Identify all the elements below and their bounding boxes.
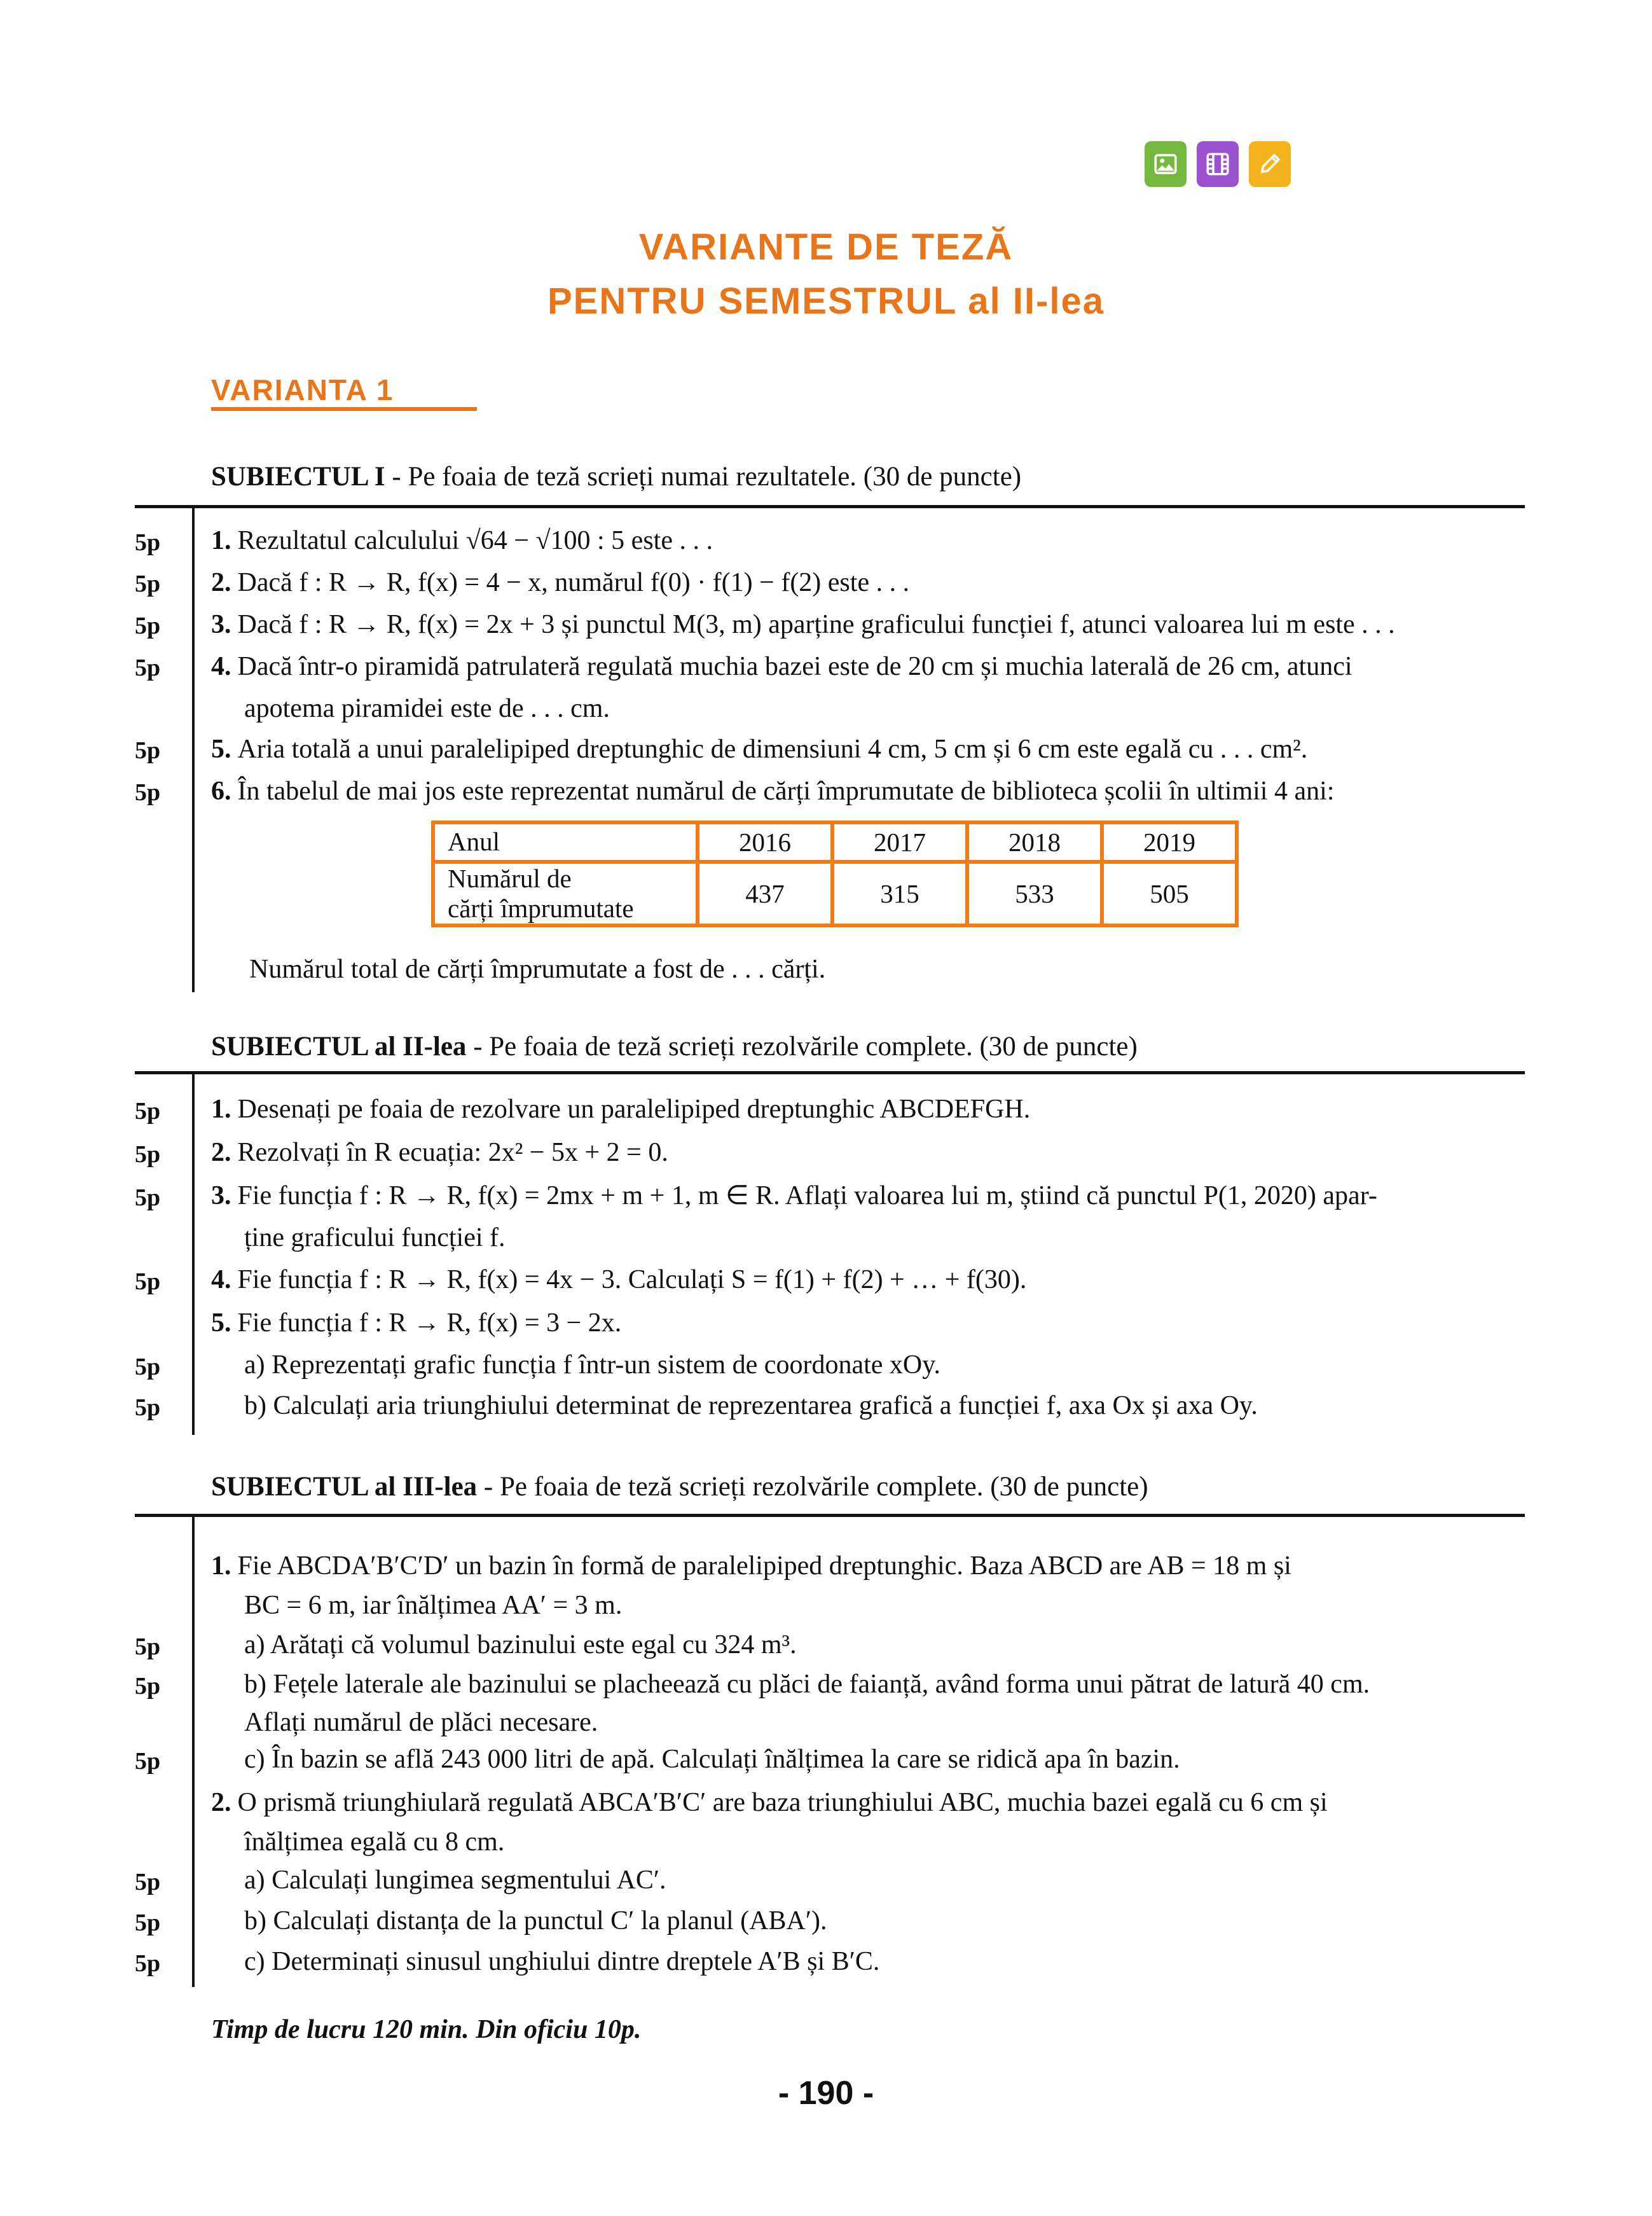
table-row [433, 862, 1237, 925]
question-2a: a) Calculați lungimea segmentului AC′. [244, 1866, 666, 1895]
points-label: 5p [135, 1098, 161, 1125]
table-cell: 315 [832, 862, 967, 925]
page-title-line1: VARIANTE DE TEZĂ [638, 226, 1014, 268]
table-row [433, 822, 1237, 862]
table-cell: 437 [698, 862, 832, 925]
page-title-line2: PENTRU SEMESTRUL al II-lea [547, 280, 1105, 322]
question-1b: b) Fețele laterale ale bazinului se placheează cu plăci de faianță, având forma unui pătrat de latură 40 cm. [244, 1670, 1370, 1699]
question-2: 2. Rezolvați în R ecuația: 2x² − 5x + 2 = 0. [211, 1138, 668, 1167]
question-1: 1. Desenați pe foaia de rezolvare un paralelipiped dreptunghic ABCDEFGH. [211, 1095, 1031, 1124]
margin-rule [192, 1515, 195, 1987]
variant-heading: VARIANTA 1 [211, 373, 394, 406]
table-cell: 2016 [698, 822, 832, 862]
section-1-heading: SUBIECTUL I - Pe foaia de teză scrieți numai rezultatele. (30 de puncte) [211, 462, 1022, 492]
books-table [431, 821, 1239, 927]
question-5: 5. Aria totală a unui paralelipiped dreptunghic de dimensiuni 4 cm, 5 cm și 6 cm este egală cu . . . cm². [211, 735, 1308, 764]
question-1: 1. Rezultatul calculului √64 − √100 : 5 este . . . [211, 526, 713, 555]
table-cell: Anul [433, 822, 698, 862]
points-label: 5p [135, 613, 161, 639]
question-3-cont: ține graficului funcției f. [244, 1223, 506, 1252]
points-label: 5p [135, 1673, 161, 1700]
points-label: 5p [135, 571, 161, 597]
divider [135, 1071, 1525, 1074]
points-label: 5p [135, 529, 161, 556]
question-4: 4. Fie funcția f : R → R, f(x) = 4x − 3. Calculați S = f(1) + f(2) + … + f(30). [211, 1265, 1027, 1294]
table-cell: 505 [1102, 862, 1237, 925]
table-cell: 2019 [1102, 822, 1237, 862]
points-label: 5p [135, 1141, 161, 1168]
question-1b-cont: Aflați numărul de plăci necesare. [244, 1708, 598, 1737]
question-2: 2. Dacă f : R → R, f(x) = 4 − x, numărul f(0) · f(1) − f(2) este . . . [211, 568, 910, 597]
question-2c: c) Determinați sinusul unghiului dintre dreptele A′B și B′C. [244, 1947, 880, 1976]
table-cell: 2018 [967, 822, 1102, 862]
question-1: 1. Fie ABCDA′B′C′D′ un bazin în formă de paralelipiped dreptunghic. Baza ABCD are AB = 18 m și [211, 1551, 1291, 1581]
points-label: 5p [135, 1268, 161, 1295]
divider [135, 505, 1525, 508]
section-3-heading: SUBIECTUL al III-lea - Pe foaia de teză scrieți rezolvările complete. (30 de puncte) [211, 1472, 1148, 1502]
margin-rule [192, 506, 195, 992]
question-3: 3. Dacă f : R → R, f(x) = 2x + 3 și punctul M(3, m) aparține graficului funcției f, atunci valoarea lui m este . . . [211, 610, 1395, 639]
points-label: 5p [135, 737, 161, 764]
question-6: 6. În tabelul de mai jos este reprezentat numărul de cărți împrumutate de biblioteca școlii în ultimii 4 ani: [211, 777, 1335, 806]
points-label: 5p [135, 1184, 161, 1211]
question-2-cont: înălțimea egală cu 8 cm. [244, 1827, 505, 1857]
question-1c: c) În bazin se află 243 000 litri de apă. Calculați înălțimea la care se ridică apa în bazin. [244, 1745, 1180, 1774]
table-cell: 2017 [832, 822, 967, 862]
question-3: 3. Fie funcția f : R → R, f(x) = 2mx + m + 1, m ∈ R. Aflați valoarea lui m, știind că punctul P(1, 2020) apar- [211, 1181, 1377, 1210]
media-icons [1145, 141, 1291, 187]
points-label: 5p [135, 1748, 161, 1775]
question-5a: a) Reprezentați grafic funcția f într-un sistem de coordonate xOy. [244, 1350, 940, 1380]
points-label: 5p [135, 1394, 161, 1421]
points-label: 5p [135, 779, 161, 806]
footer-note: Timp de lucru 120 min. Din oficiu 10p. [211, 2015, 642, 2044]
points-label: 5p [135, 1909, 161, 1936]
question-6-end: Numărul total de cărți împrumutate a fost de . . . cărți. [249, 955, 826, 984]
question-5: 5. Fie funcția f : R → R, f(x) = 3 − 2x. [211, 1308, 622, 1338]
table-cell: Numărul de cărți împrumutate [433, 862, 698, 925]
question-2b: b) Calculați distanța de la punctul C′ la planul (ABA′). [244, 1906, 827, 1936]
question-5b: b) Calculați aria triunghiului determinat de reprezentarea grafică a funcției f, axa Ox și axa Oy. [244, 1391, 1258, 1420]
question-1-cont: BC = 6 m, iar înălțimea AA′ = 3 m. [244, 1591, 623, 1620]
pencil-icon[interactable] [1249, 141, 1291, 187]
points-label: 5p [135, 1354, 161, 1380]
image-icon[interactable] [1145, 141, 1187, 187]
variant-underline [211, 407, 477, 411]
divider [135, 1514, 1525, 1517]
section-2-heading: SUBIECTUL al II-lea - Pe foaia de teză scrieți rezolvările complete. (30 de puncte) [211, 1032, 1138, 1062]
question-2: 2. O prismă triunghiulară regulată ABCA′B′C′ are baza triunghiului ABC, muchia bazei egală cu 6 cm și [211, 1788, 1328, 1817]
table-cell: 533 [967, 862, 1102, 925]
points-label: 5p [135, 654, 161, 681]
page-number: - 190 - [778, 2075, 874, 2112]
points-label: 5p [135, 1633, 161, 1660]
question-4-cont: apotema piramidei este de . . . cm. [244, 694, 610, 723]
question-4: 4. Dacă într-o piramidă patrulateră regulată muchia bazei este de 20 cm și muchia laterală de 26 cm, atunci [211, 652, 1353, 681]
points-label: 5p [135, 1869, 161, 1895]
film-icon[interactable] [1197, 141, 1239, 187]
margin-rule [192, 1072, 195, 1435]
points-label: 5p [135, 1950, 161, 1977]
question-1a: a) Arătați că volumul bazinului este egal cu 324 m³. [244, 1630, 797, 1659]
